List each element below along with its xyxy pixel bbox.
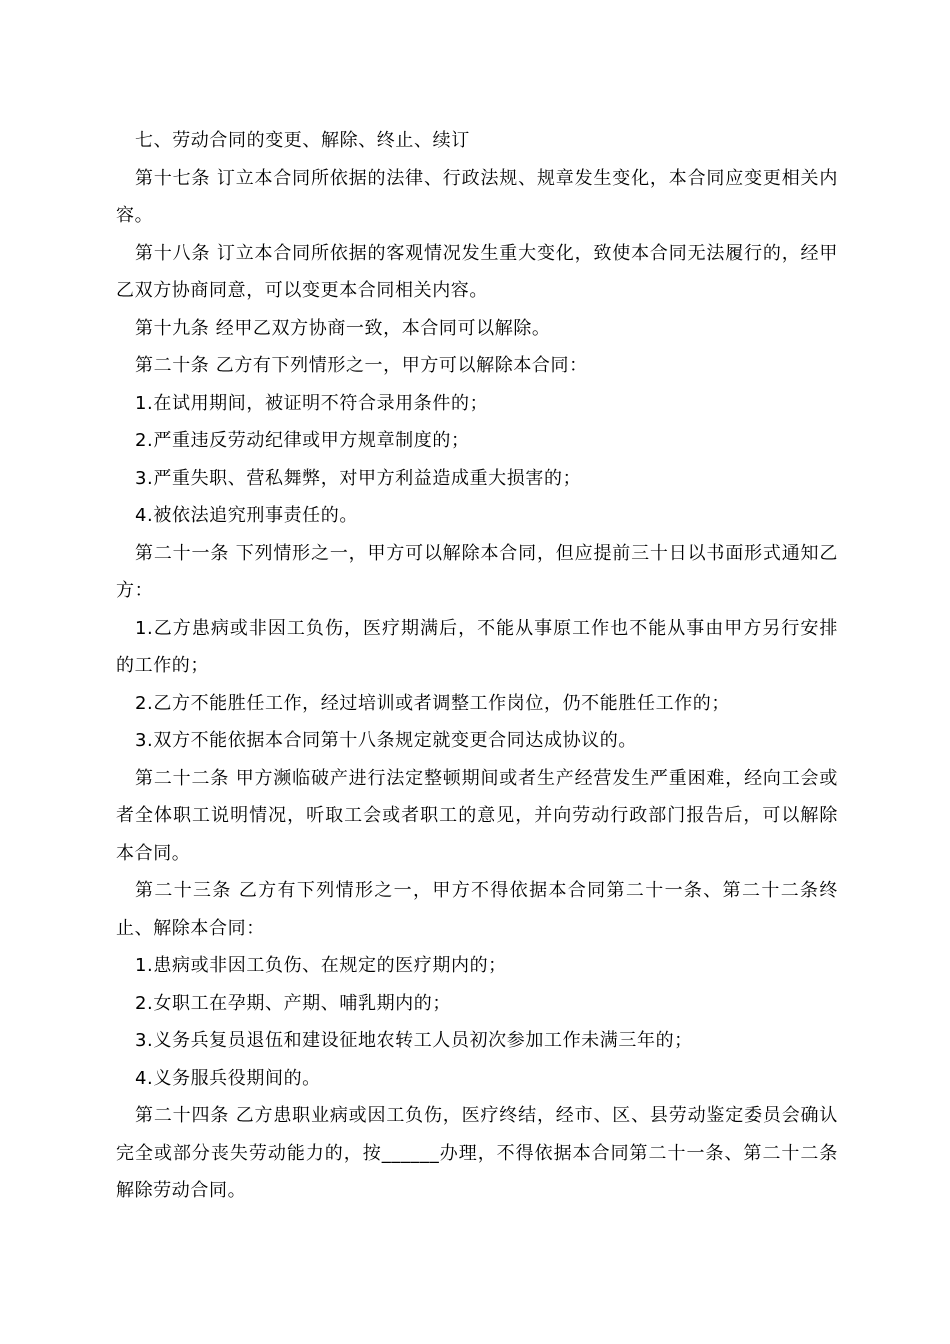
article-20-item-1: 1.在试用期间，被证明不符合录用条件的； [135,392,489,414]
article-24: 第二十四条 乙方患职业病或因工负伤，医疗终结，经市、区、县劳动鉴定委员会确认完全或部分丧失劳动能力的，按______办理，不得依据本合同第二十一条、第二十二条解除劳动合同。 [116,1105,838,1201]
article-20-item-4: 4.被依法追究刑事责任的。 [135,505,358,526]
article-20-item-3: 3.严重失职、营私舞弊，对甲方利益造成重大损害的； [135,467,582,489]
article-21: 第二十一条 下列情形之一，甲方可以解除本合同，但应提前三十日以书面形式通知乙方： [116,542,838,601]
article-22: 第二十二条 甲方濒临破产进行法定整顿期间或者生产经营发生严重困难，经向工会或者全体职工说明情况，听取工会或者职工的意见，并向劳动行政部门报告后，可以解除本合同。 [116,767,838,864]
article-21-item-2: 2.乙方不能胜任工作，经过培训或者调整工作岗位，仍不能胜任工作的； [135,692,730,714]
article-20-item-2: 2.严重违反劳动纪律或甲方规章制度的； [135,430,470,451]
article-18: 第十八条 订立本合同所依据的客观情况发生重大变化，致使本合同无法履行的，经甲乙双方协商同意，可以变更本合同相关内容。 [116,242,838,301]
article-23-item-4: 4.义务服兵役期间的。 [135,1067,321,1089]
section-heading: 七、劳动合同的变更、解除、终止、续订 [135,130,470,151]
article-19: 第十九条 经甲乙双方协商一致，本合同可以解除。 [135,317,551,339]
article-20: 第二十条 乙方有下列情形之一，甲方可以解除本合同： [135,355,588,376]
article-23-item-1: 1.患病或非因工负伤、在规定的医疗期内的； [135,955,507,976]
article-23-item-3: 3.义务兵复员退伍和建设征地农转工人员初次参加工作未满三年的； [135,1030,693,1051]
article-23: 第二十三条 乙方有下列情形之一，甲方不得依据本合同第二十一条、第二十二条终止、解除本合同： [116,880,838,939]
article-21-item-3: 3.双方不能依据本合同第十八条规定就变更合同达成协议的。 [135,730,637,751]
article-17: 第十七条 订立本合同所依据的法律、行政法规、规章发生变化，本合同应变更相关内容。 [116,167,838,226]
article-21-item-1: 1.乙方患病或非因工负伤，医疗期满后，不能从事原工作也不能从事由甲方另行安排的工作的； [116,617,838,676]
document-body [116,122,838,1210]
article-23-item-2: 2.女职工在孕期、产期、哺乳期内的； [135,992,451,1014]
